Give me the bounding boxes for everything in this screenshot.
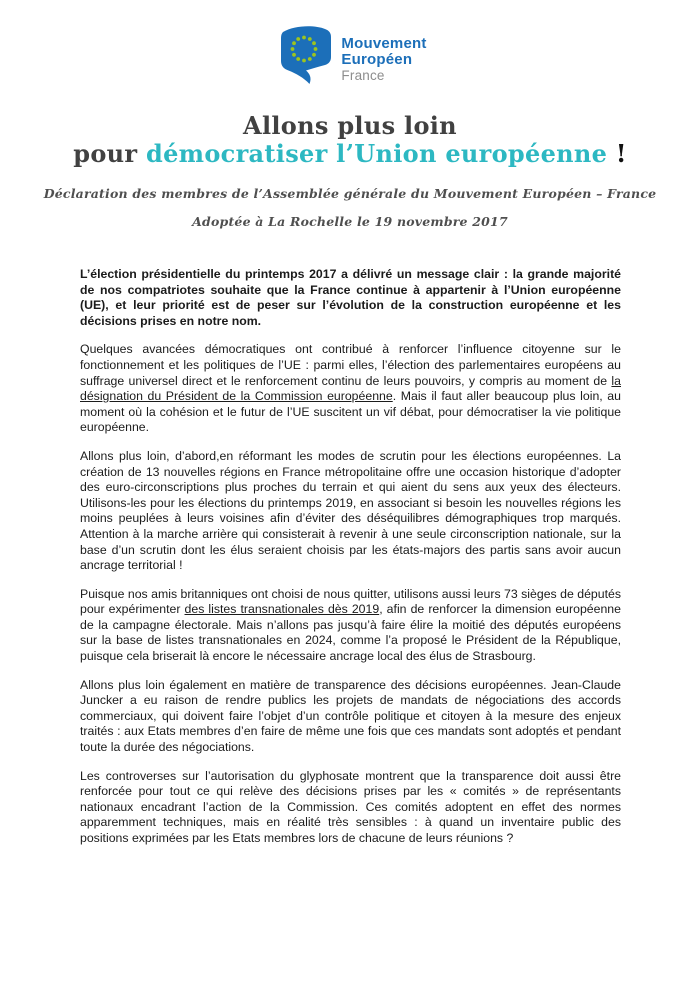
title-line2-prefix: pour — [73, 139, 147, 168]
subtitle-adoption-date: Adoptée à La Rochelle le 19 novembre 2017 — [192, 214, 508, 229]
title-line1: Allons plus loin — [243, 111, 457, 140]
subtitle-declaration: Déclaration des membres de l’Assemblée générale du Mouvement Européen – France — [43, 186, 657, 201]
paragraph-3-text: Allons plus loin, d’abord,en réformant les modes de scrutin pour les élections européennes. La création de 13 nouvelles régions en France métropolitaine offre une occasion historique d’adopter des euro-circonscriptions plus proches du terrain et qui aient du sens aux yeux des électeurs. Utilisons-les pour les élections du printemps 2019, en associant si besoin les nouvelles régions les moins peuplées à leurs voisines afin d’éviter des déséquilibres démographiques trop marqués. Attention à la marche arrière qui consisterait à revenir à une seule circonscription nationale, sur la base d’un scrutin dont les élus seraient choisis par les états-majors des partis sans avoir aucun ancrage territorial ! — [80, 448, 621, 573]
paragraph-4 — [80, 587, 621, 665]
paragraph-2 — [80, 342, 621, 436]
paragraph-1-text: L’élection présidentielle du printemps 2017 a délivré un message clair : la grande majorité de nos compatriotes souhaite que la France continue à appartenir à l’Union européenne (UE), et leur priorité est de peser sur l’évolution de la construction européenne et les décisions prises en notre nom. — [80, 267, 621, 328]
paragraph-4-text-after: , afin de renforcer la dimension européenne de la campagne électorale. Mais n’allons pas jusqu’à faire élire la moitié des députés européens sur la base de listes transnationales en 2024, comme l’a proposé le Président de la République, puisque cela briserait là encore le nécessaire ancrage local des élus de Strasbourg. — [80, 602, 621, 664]
header-logo — [0, 24, 700, 86]
paragraph-3 — [80, 449, 621, 574]
paragraph-5 — [80, 678, 621, 756]
paragraph-1 — [80, 267, 621, 329]
paragraph-2-text-before: Quelques avancées démocratiques ont contribué à renforcer l’influence citoyenne sur le fonctionnement et les politiques de l’UE : parmi elles, l’élection des parlementaires européens au suffrage universel direct et le renforcement continu de leurs pouvoirs, y compris au moment de — [80, 342, 621, 388]
logo-line-mouvement: Mouvement — [341, 35, 427, 52]
logo-line-europeen: Européen — [341, 51, 413, 68]
logo-line-france: France — [341, 68, 385, 83]
document-title — [0, 112, 700, 168]
eu-flag-icon — [273, 24, 333, 86]
paragraph-2-underlined-text: la désignation du Président de la Commission européenne — [80, 373, 621, 404]
paragraph-5-text: Allons plus loin également en matière de transparence des décisions européennes. Jean-Claude Juncker a eu raison de rendre publics les projets de mandats de négociations des accords commerciaux, qui doivent faire l’objet d’un contrôle politique et citoyen à la mesure des enjeux traités : aux Etats membres d’en faire de même une fois que ces mandats sont adoptés et pendant toute la durée des négociations. — [80, 677, 621, 755]
document-body — [80, 267, 621, 847]
title-line2-exclamation: ! — [607, 139, 627, 168]
logo-text — [341, 24, 426, 84]
paragraph-2-text-after: . Mais il faut aller beaucoup plus loin, au moment où la cohésion et le futur de l’UE suscitent un vif débat, pour démocratiser la vie politique européenne. — [80, 389, 621, 435]
document-subtitle — [0, 186, 700, 229]
title-line2 — [73, 139, 626, 168]
title-line2-highlight: démocratiser l’Union européenne — [146, 139, 608, 168]
paragraph-6-text: Les controverses sur l’autorisation du glyphosate montrent que la transparence doit aussi être renforcée pour tout ce qui relève des décisions prises par les « comités » de représentants nationaux encadrant l’action de la Commission. Ces comités adoptent en effet des normes apparemment techniques, mais en réalité très sensibles : à quand un inventaire public des positions exprimées par les Etats membres lors de chacune de leurs réunions ? — [80, 768, 621, 845]
paragraph-4-text-before: Puisque nos amis britanniques ont choisi de nous quitter, utilisons aussi leurs 73 sièges de députés pour expérimenter — [80, 586, 621, 617]
paragraph-4-underlined-text: des listes transnationales dès 2019 — [184, 602, 380, 617]
paragraph-6 — [80, 769, 621, 847]
